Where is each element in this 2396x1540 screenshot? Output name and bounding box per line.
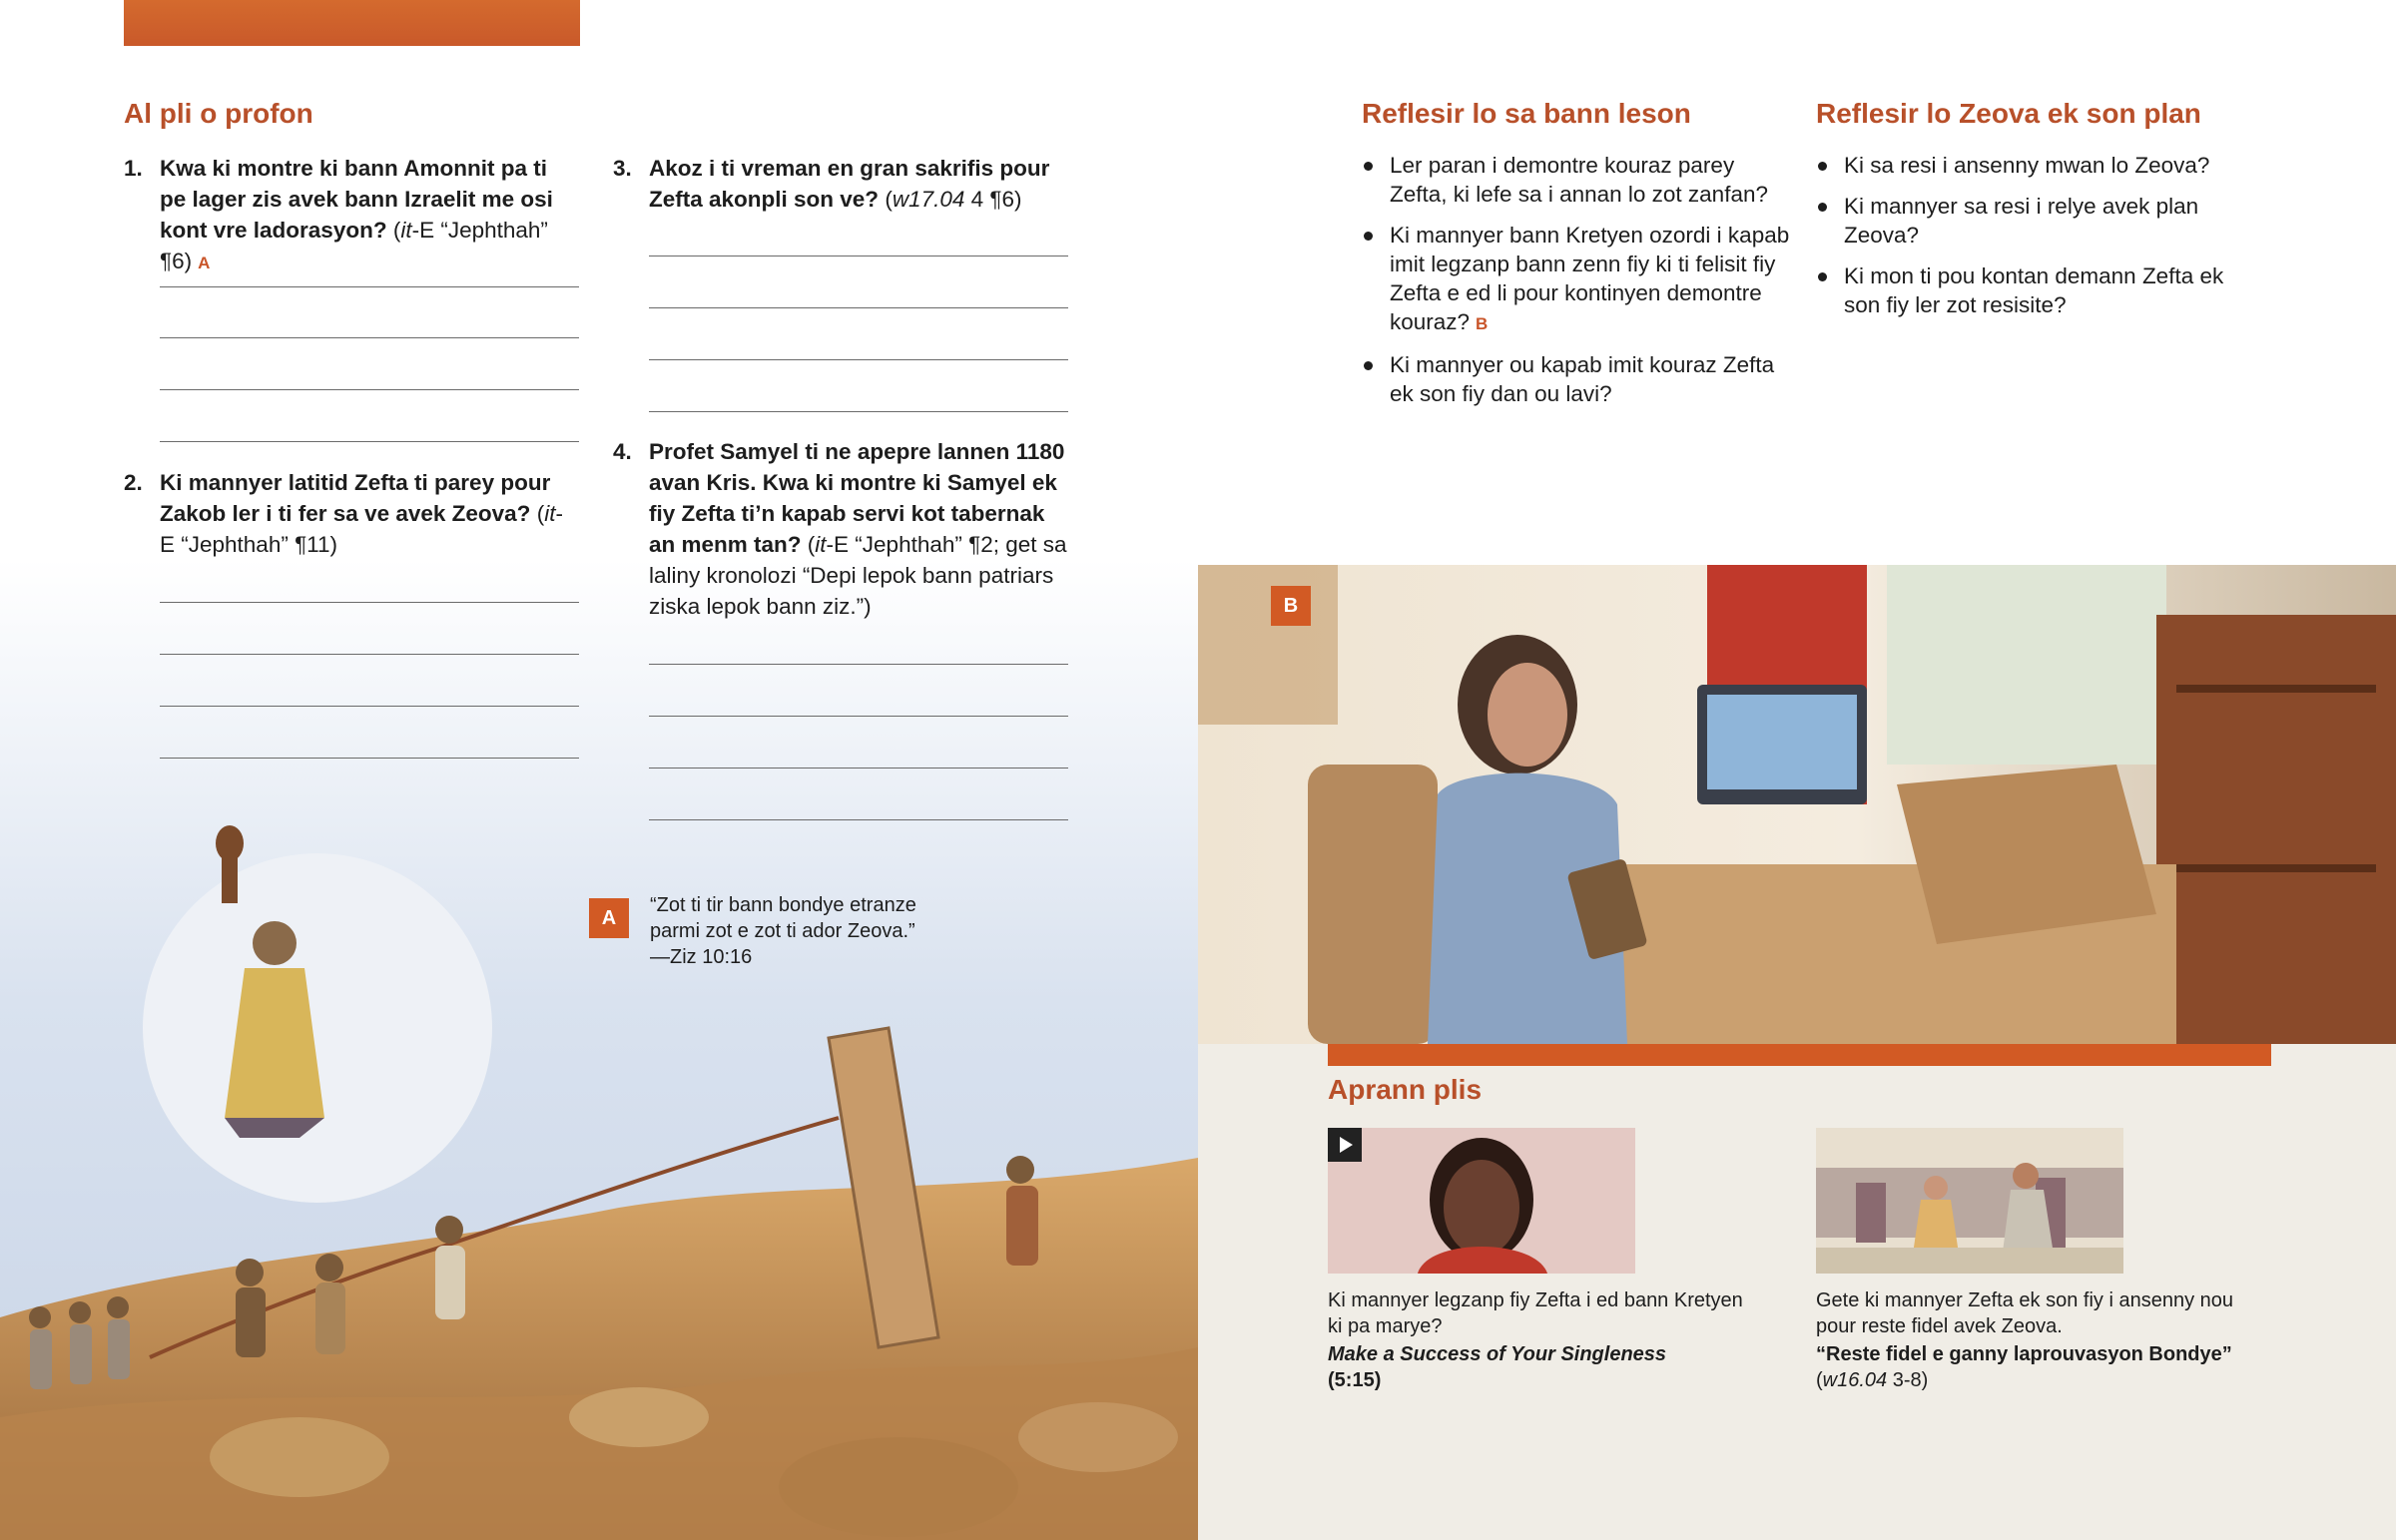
question-text: Profet Samyel ti ne apepre lannen 1180 avan Kris. Kwa ki montre ki Samyel ek fiy Zefta ti’n kapab servi kot tabernak an menm tan? <box>649 439 1065 557</box>
question-3 <box>613 153 1072 215</box>
answer-line[interactable] <box>649 819 1068 820</box>
list-item: Ki mannyer sa resi i relye avek plan Zeova? <box>1816 192 2235 250</box>
list-item: Ki sa resi i ansenny mwan lo Zeova? <box>1816 151 2235 180</box>
answer-line[interactable] <box>160 286 579 287</box>
answer-line[interactable] <box>649 256 1068 257</box>
question-number: 3. <box>613 156 632 181</box>
answer-line[interactable] <box>649 768 1068 769</box>
section-heading-reflect-plan: Reflesir lo Zeova ek son plan <box>1816 98 2201 129</box>
question-4 <box>613 436 1072 622</box>
question-reference: (it-E “Jephthah” ¶11) <box>160 501 563 557</box>
header-texture-bar <box>124 0 580 46</box>
question-reference: (it-E “Jephthah” ¶2; get sa laliny kronolozi “Depi lepok bann patriars ziska lepok bann ziz.”) <box>649 532 1067 619</box>
answer-line[interactable] <box>160 602 579 603</box>
answer-line[interactable] <box>649 359 1068 360</box>
list-item: Ler paran i demontre kouraz parey Zefta, ki lefe sa i annan lo zot zanfan? <box>1362 151 1791 209</box>
answer-line[interactable] <box>649 716 1068 717</box>
quote-citation: —Ziz 10:16 <box>650 946 753 968</box>
list-item: Ki mon ti pou kontan demann Zefta ek son fiy ler zot resisite? <box>1816 261 2235 319</box>
card-title[interactable]: Make a Success of Your Singleness (5:15) <box>1328 1343 1667 1391</box>
card-description: Ki mannyer legzanp fiy Zefta i ed bann Kretyen ki pa marye? <box>1328 1289 1743 1337</box>
list-item: Ki mannyer ou kapab imit kouraz Zefta ek son fiy dan ou lavi? <box>1362 350 1791 408</box>
list-item: Ki mannyer bann Kretyen ozordi i kapab imit legzanp bann zenn fiy ki ti felisit fiy Zefta e ed li pour kontinyen demontre kouraz? B <box>1362 221 1791 338</box>
question-text: Ki mannyer latitid Zefta ti parey pour Zakob ler i ti fer sa ve avek Zeova? <box>160 470 551 526</box>
scripture-quote <box>650 892 949 970</box>
section-heading-reflect-lesson: Reflesir lo sa bann leson <box>1362 98 1691 129</box>
question-text: Kwa ki montre ki bann Amonnit pa ti pe lager zis avek bann Izraelit me osi kont vre ladorasyon? <box>160 156 553 243</box>
section-heading-deeper: Al pli o profon <box>124 98 313 129</box>
card-description: Gete ki mannyer Zefta ek son fiy i ansenny nou pour reste fidel avek Zeova. <box>1816 1289 2233 1337</box>
answer-line[interactable] <box>160 758 579 759</box>
question-2 <box>124 467 573 560</box>
learn-more-card-article[interactable] <box>1816 1128 2235 1393</box>
learn-more-card-video[interactable] <box>1328 1128 1747 1393</box>
question-reference: (w17.04 4 ¶6) <box>885 187 1022 212</box>
answer-line[interactable] <box>649 307 1068 308</box>
answer-line[interactable] <box>649 411 1068 412</box>
reflect-lesson-list <box>1362 151 1791 420</box>
answer-line[interactable] <box>160 389 579 390</box>
question-number: 1. <box>124 156 143 181</box>
card-title[interactable]: “Reste fidel e ganny laprouvasyon Bondye” (w16.04 3-8) <box>1816 1343 2232 1391</box>
video-thumbnail[interactable] <box>1328 1128 1635 1274</box>
question-reference: (it-E “Jephthah” ¶6) <box>160 218 548 273</box>
section-heading-learn-more: Aprann plis <box>1328 1074 1483 1105</box>
question-text: Akoz i ti vreman en gran sakrifis pour Zefta akonpli son ve? <box>649 156 1050 212</box>
answer-line[interactable] <box>160 441 579 442</box>
quote-text: “Zot ti tir bann bondye etranze parmi zot e zot ti ador Zeova.” <box>650 894 916 942</box>
quote-badge-a: A <box>589 898 629 938</box>
article-thumbnail[interactable] <box>1816 1128 2123 1274</box>
photo-woman-preparing-package <box>1198 565 2396 1044</box>
answer-line[interactable] <box>160 337 579 338</box>
answer-line[interactable] <box>649 664 1068 665</box>
question-1 <box>124 153 573 278</box>
reflect-plan-list <box>1816 151 2235 331</box>
question-number: 2. <box>124 470 143 495</box>
learn-more-accent-bar <box>1328 1044 2271 1066</box>
answer-line[interactable] <box>160 654 579 655</box>
photo-badge-b: B <box>1271 586 1311 626</box>
question-number: 4. <box>613 439 632 464</box>
answer-line[interactable] <box>160 706 579 707</box>
figure-marker-a: A <box>198 254 211 272</box>
figure-marker-b: B <box>1476 314 1489 333</box>
